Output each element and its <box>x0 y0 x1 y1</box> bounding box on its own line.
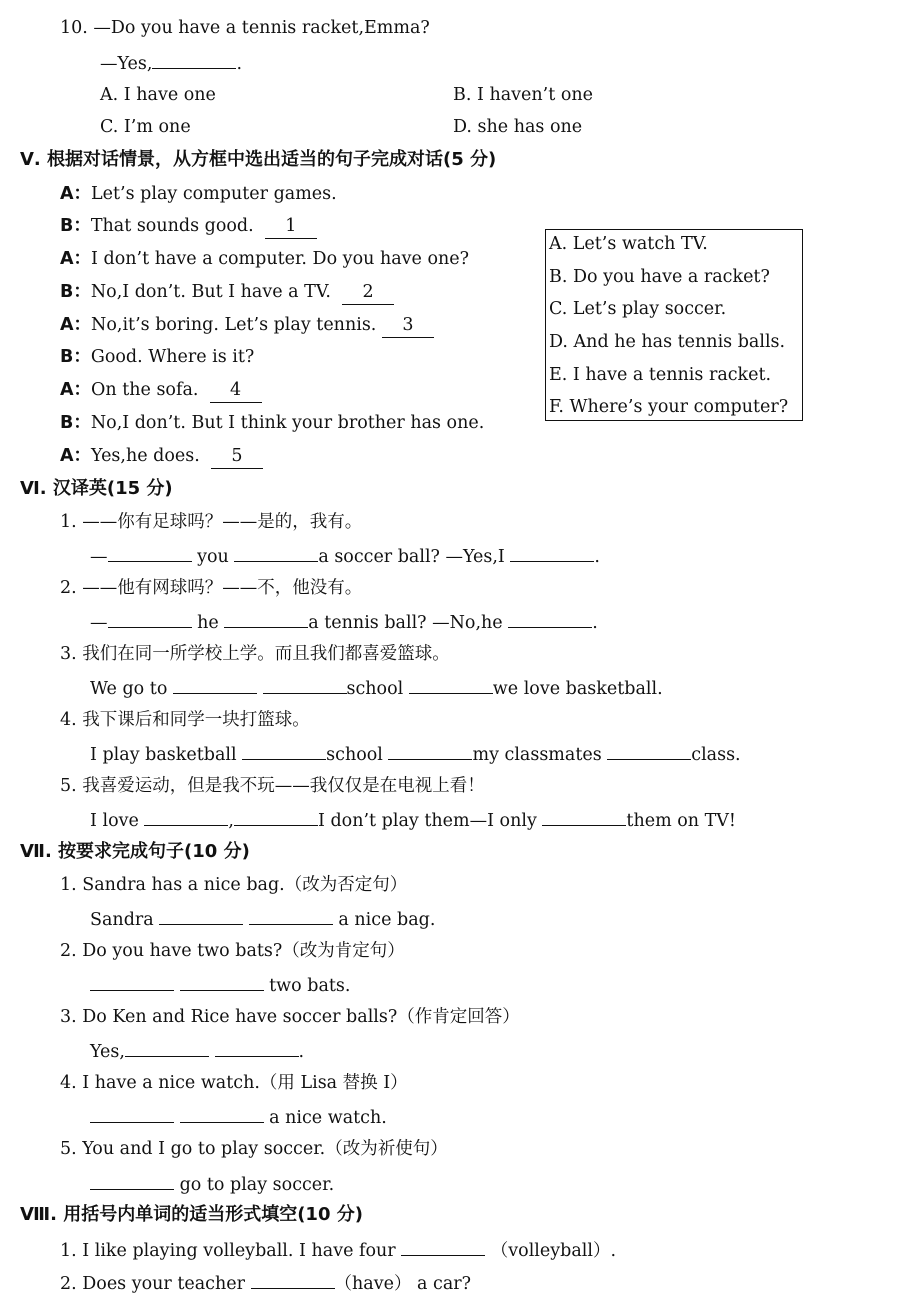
rewrite-answer <box>90 1171 334 1197</box>
answer-blank[interactable] <box>90 972 174 991</box>
text-segment: （have） a car? <box>334 1274 472 1294</box>
rewrite-question: 2. Do you have two bats?（改为肯定句） <box>60 941 405 961</box>
speaker-label: B： <box>60 216 91 236</box>
answer-blank[interactable] <box>180 1104 264 1123</box>
dialogue-text: On the sofa. <box>91 380 199 400</box>
q10-stem: 10. —Do you have a tennis racket,Emma? <box>60 18 430 38</box>
fill-item <box>60 1270 471 1296</box>
text-segment: school <box>346 679 409 699</box>
answer-blank[interactable] <box>401 1237 485 1256</box>
q10-option-b: B. I haven’t one <box>453 85 593 105</box>
answer-blank[interactable] <box>144 807 228 826</box>
answer-blank[interactable] <box>152 50 236 69</box>
answer-blank[interactable] <box>508 609 592 628</box>
rewrite-answer <box>90 1104 387 1130</box>
dialogue-line <box>60 280 394 305</box>
text-segment: （volleyball）. <box>485 1241 617 1261</box>
q10-reply-suffix: . <box>236 54 243 74</box>
dialogue-text: No,I don’t. But I think your brother has one. <box>90 413 485 433</box>
numbered-blank[interactable]: 3 <box>382 313 434 338</box>
answer-blank[interactable] <box>215 1038 299 1057</box>
answer-blank[interactable] <box>125 1038 209 1057</box>
answer-blank[interactable] <box>108 609 192 628</box>
answer-blank[interactable] <box>173 675 257 694</box>
answer-blank[interactable] <box>242 741 326 760</box>
q10-option-d: D. she has one <box>453 117 583 137</box>
q10-option-a: A. I have one <box>100 85 216 105</box>
speaker-label: A： <box>60 380 92 400</box>
rewrite-answer <box>90 1038 304 1064</box>
section-7-title: Ⅶ. 按要求完成句子(10 分) <box>20 841 250 862</box>
text-segment: school <box>326 745 389 765</box>
translation-cn: 1. ——你有足球吗？——是的，我有。 <box>60 512 363 532</box>
text-segment: I play basketball <box>90 745 243 765</box>
text-segment: Yes, <box>90 1042 125 1062</box>
rewrite-question: 5. You and I go to play soccer.（改为祈使句） <box>60 1139 448 1159</box>
box-option: E. I have a tennis racket. <box>549 365 772 385</box>
numbered-blank[interactable]: 2 <box>342 280 394 305</box>
text-segment: 1. I like playing volleyball. I have four <box>60 1241 402 1261</box>
answer-blank[interactable] <box>607 741 691 760</box>
dialogue-line <box>60 247 469 271</box>
text-segment: Sandra <box>90 910 160 930</box>
text-segment: We go to <box>90 679 173 699</box>
rewrite-question: 1. Sandra has a nice bag.（改为否定句） <box>60 875 408 895</box>
speaker-label: B： <box>60 347 91 367</box>
answer-blank[interactable] <box>90 1104 174 1123</box>
dialogue-text: Let’s play computer games. <box>91 184 337 204</box>
answer-blank[interactable] <box>409 675 493 694</box>
rewrite-question: 3. Do Ken and Rice have soccer balls?（作肯定回答） <box>60 1007 520 1027</box>
text-segment: . <box>592 613 598 633</box>
answer-blank[interactable] <box>263 675 347 694</box>
dialogue-line <box>60 313 434 338</box>
text-segment: — <box>90 613 108 633</box>
dialogue-text: No,I don’t. But I have a TV. <box>90 282 331 302</box>
answer-blank[interactable] <box>108 543 192 562</box>
section-6-title: Ⅵ. 汉译英(15 分) <box>20 478 173 499</box>
text-segment: a nice watch. <box>263 1108 387 1128</box>
q10-reply <box>100 50 242 76</box>
speaker-label: A： <box>60 446 92 466</box>
text-segment: . <box>298 1042 305 1062</box>
numbered-blank[interactable]: 1 <box>265 214 317 239</box>
answer-blank[interactable] <box>180 972 264 991</box>
text-segment: we love basketball. <box>492 679 663 699</box>
dialogue-line <box>60 444 263 469</box>
dialogue-text: That sounds good. <box>90 216 254 236</box>
dialogue-line <box>60 378 262 403</box>
text-segment: . <box>594 547 600 567</box>
q10-option-c: C. I’m one <box>100 117 191 137</box>
translation-en <box>90 741 741 767</box>
q10-reply-prefix: —Yes, <box>100 54 153 74</box>
dialogue-line <box>60 345 254 369</box>
answer-blank[interactable] <box>234 807 318 826</box>
text-segment: two bats. <box>263 976 351 996</box>
text-segment: a soccer ball? —Yes,I <box>318 547 511 567</box>
text-segment: I don’t play them—I only <box>318 811 543 831</box>
text-segment: you <box>191 547 235 567</box>
dialogue-line <box>60 182 337 206</box>
text-segment: my classmates <box>472 745 608 765</box>
translation-en <box>90 609 598 635</box>
text-segment: a tennis ball? —No,he <box>308 613 509 633</box>
text-segment: a nice bag. <box>332 910 436 930</box>
text-segment: I love <box>90 811 145 831</box>
answer-blank[interactable] <box>510 543 594 562</box>
dialogue-text: Yes,he does. <box>91 446 200 466</box>
translation-cn: 2. ——他有网球吗？——不，他没有。 <box>60 578 363 598</box>
fill-item <box>60 1237 616 1263</box>
text-segment: , <box>228 811 234 831</box>
box-option: F. Where’s your computer? <box>549 397 789 417</box>
text-segment: 2. Does your teacher <box>60 1274 251 1294</box>
dialogue-line <box>60 411 484 435</box>
translation-cn: 4. 我下课后和同学一块打篮球。 <box>60 710 310 730</box>
answer-blank[interactable] <box>542 807 626 826</box>
rewrite-answer <box>90 906 435 932</box>
answer-blank[interactable] <box>234 543 318 562</box>
answer-blank[interactable] <box>90 1171 174 1190</box>
box-option: A. Let’s watch TV. <box>549 234 708 254</box>
box-option: C. Let’s play soccer. <box>549 299 727 319</box>
text-segment: go to play soccer. <box>174 1175 335 1195</box>
section-8-title: Ⅷ. 用括号内单词的适当形式填空(10 分) <box>20 1204 363 1225</box>
dialogue-text: I don’t have a computer. Do you have one? <box>91 249 469 269</box>
section-5-title: Ⅴ. 根据对话情景，从方框中选出适当的句子完成对话(5 分) <box>20 149 497 170</box>
dialogue-text: No,it’s boring. Let’s play tennis. <box>91 315 377 335</box>
answer-blank[interactable] <box>224 609 308 628</box>
translation-cn: 5. 我喜爱运动，但是我不玩——我仅仅是在电视上看！ <box>60 776 485 796</box>
dialogue-text: Good. Where is it? <box>90 347 255 367</box>
speaker-label: B： <box>60 282 91 302</box>
dialogue-line <box>60 214 317 239</box>
text-segment: class. <box>691 745 741 765</box>
speaker-label: A： <box>60 249 92 269</box>
text-segment: he <box>191 613 225 633</box>
speaker-label: B： <box>60 413 91 433</box>
translation-en <box>90 543 600 569</box>
answer-blank[interactable] <box>159 906 243 925</box>
translation-en <box>90 807 736 833</box>
answer-blank[interactable] <box>388 741 472 760</box>
rewrite-question: 4. I have a nice watch.（用 Lisa 替换 I） <box>60 1073 408 1093</box>
box-option: B. Do you have a racket? <box>549 267 770 287</box>
speaker-label: A： <box>60 184 92 204</box>
text-segment: them on TV! <box>626 811 736 831</box>
rewrite-answer <box>90 972 350 998</box>
text-segment: — <box>90 547 108 567</box>
answer-blank[interactable] <box>251 1270 335 1289</box>
translation-cn: 3. 我们在同一所学校上学。而且我们都喜爱篮球。 <box>60 644 450 664</box>
box-option: D. And he has tennis balls. <box>549 332 786 352</box>
options-box <box>545 229 803 421</box>
numbered-blank[interactable]: 5 <box>211 444 263 469</box>
speaker-label: A： <box>60 315 92 335</box>
answer-blank[interactable] <box>249 906 333 925</box>
numbered-blank[interactable]: 4 <box>210 378 262 403</box>
translation-en <box>90 675 663 701</box>
